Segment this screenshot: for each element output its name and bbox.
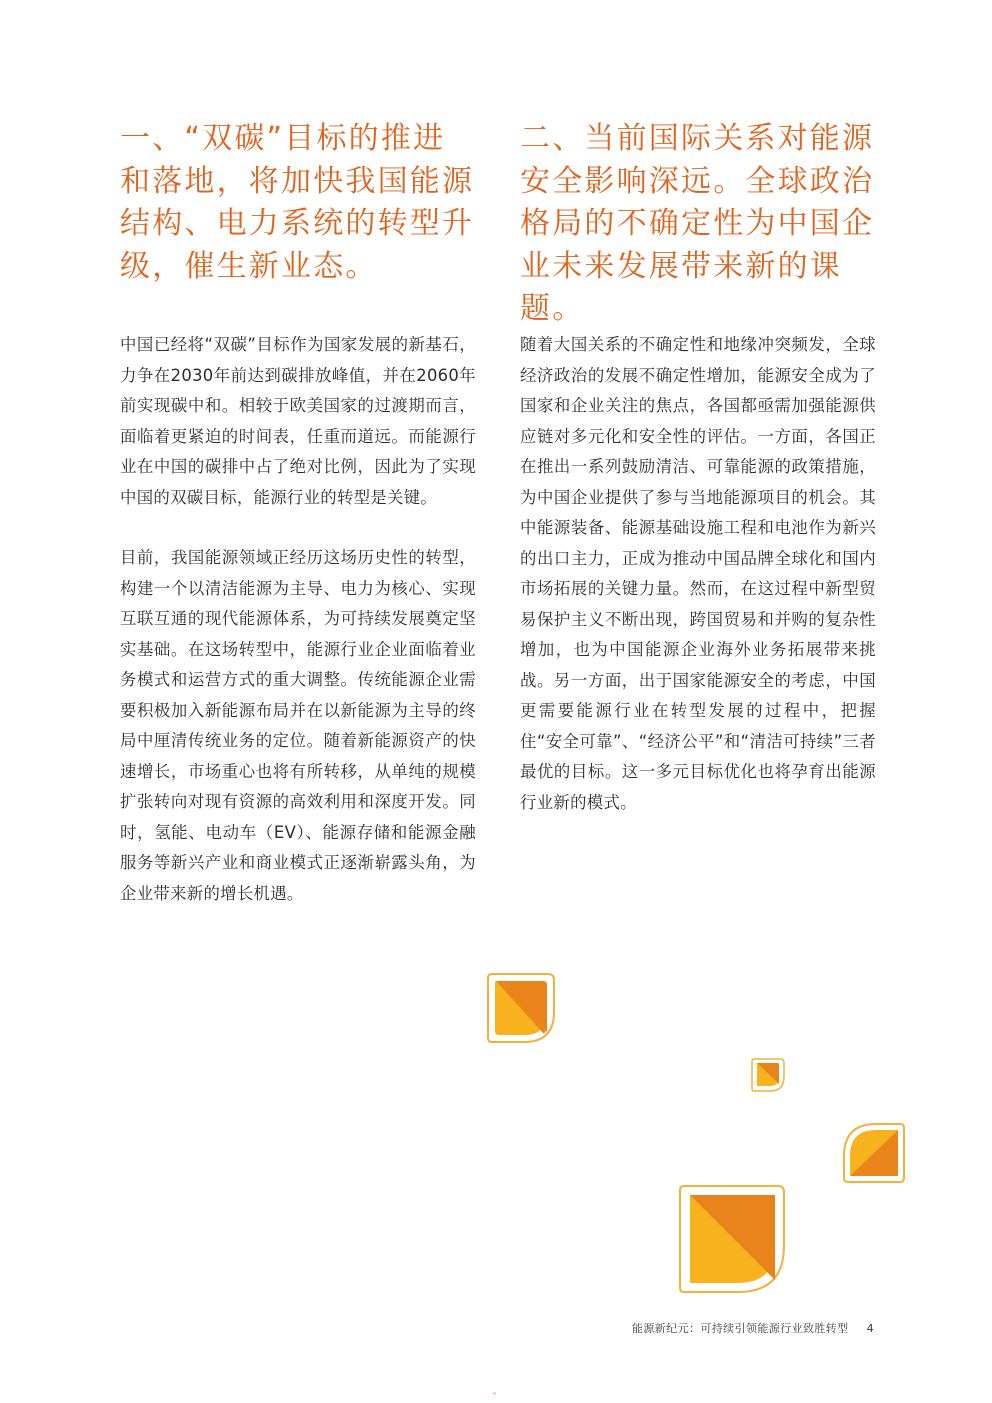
leaf-decoration-right [842, 1122, 906, 1184]
body-paragraph: 中国已经将“双碳”目标作为国家发展的新基石，力争在2030年前达到碳排放峰值，并在2060年前实现碳中和。相较于欧美国家的过渡期而言，面临着更紧迫的时间表，任重而道远。而能源行业在中国的碳排中占了绝对比例，因此为了实现中国的双碳目标，能源行业的转型是关键。 [120, 335, 476, 507]
right-body [520, 330, 876, 818]
body-paragraph: 目前，我国能源领域正经历这场历史性的转型，构建一个以清洁能源为主导、电力为核心、实现互联互通的现代能源体系，为可持续发展奠定坚实基础。在这场转型中，能源行业企业面临着业务模式和运营方式的重大调整。传统能源企业需要积极加入新能源布局并在以新能源为主导的终局中厘清传统业务的定位。随着新能源资产的快速增长，市场重心也将有所转移，从单纯的规模扩张转向对现有资源的高效利用和深度开发。同时，氢能、电动车（EV）、能源存储和能源金融服务等新兴产业和商业模式正逐渐崭露头角，为企业带来新的增长机遇。 [120, 548, 476, 903]
decorative-dot [493, 1392, 496, 1395]
section-heading-1: 一、“双碳”目标的推进和落地，将加快我国能源结构、电力系统的转型升级，催生新业态。 [120, 121, 475, 284]
leaf-decoration-small [750, 1057, 786, 1093]
leaf-decoration-large-top [486, 972, 556, 1044]
page-number: 4 [866, 1322, 874, 1335]
footer-title: 能源新纪元：可持续引领能源行业致胜转型 [631, 1322, 849, 1335]
body-paragraph: 随着大国关系的不确定性和地缘冲突频发，全球经济政治的发展不确定性增加，能源安全成为了国家和企业关注的焦点，各国都亟需加强能源供应链对多元化和安全性的评估。一方面，各国正在推出一系列鼓励清洁、可靠能源的政策措施，为中国企业提供了参与当地能源项目的机会。其中能源装备、能源基础设施工程和电池作为新兴的出口主力，正成为推动中国品牌全球化和国内市场拓展的关键力量。然而，在这过程中新型贸易保护主义不断出现，跨国贸易和并购的复杂性增加，也为中国能源企业海外业务拓展带来挑战。另一方面，出于国家能源安全的考虑，中国更需要能源行业在转型发展的过程中，把握住“安全可靠”、“经济公平”和“清洁可持续”三者最优的目标。这一多元目标优化也将孕育出能源行业新的模式。 [520, 335, 876, 812]
left-column [120, 118, 476, 909]
section-heading-2: 二、当前国际关系对能源安全影响深远。全球政治格局的不确定性为中国企业未来发展带来新的课题。 [520, 121, 875, 326]
page-footer [632, 1320, 874, 1336]
left-body [120, 330, 476, 909]
right-column [520, 118, 876, 818]
leaf-decoration-large-bottom [678, 1184, 786, 1294]
